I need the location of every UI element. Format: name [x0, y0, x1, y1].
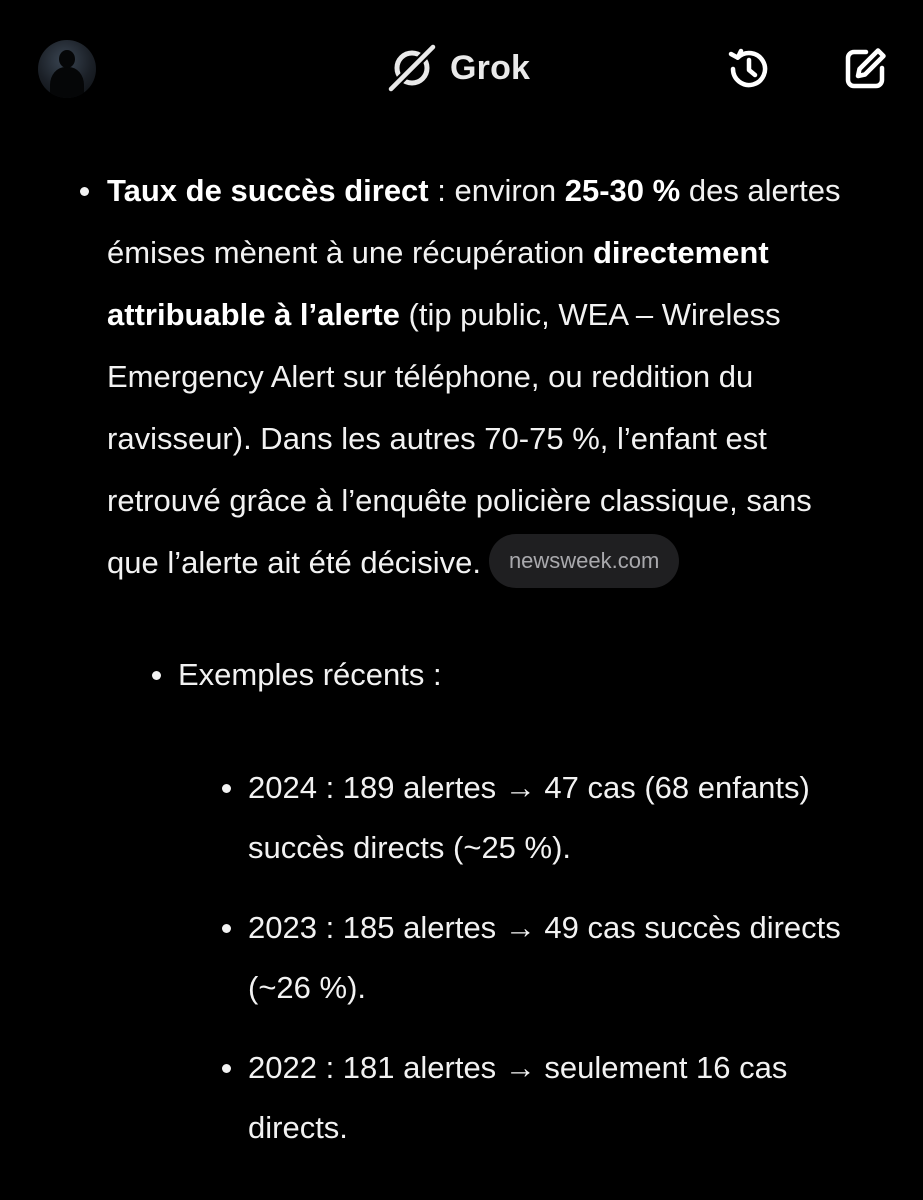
source-chip[interactable]: newsweek.com	[489, 534, 679, 588]
example-text: 2023 : 185 alertes → 49 cas succès directs (~26 %).	[248, 910, 841, 1005]
list-item	[248, 1038, 888, 1158]
user-avatar[interactable]	[38, 40, 96, 98]
examples-heading: Exemples récents :	[178, 657, 442, 692]
grok-logo-icon	[386, 42, 438, 94]
brand	[386, 42, 530, 94]
message-content	[0, 160, 923, 1158]
point-text: (tip public, WEA – Wireless Emergency Alert sur téléphone, ou reddition du ravisseur). Dans les autres 70-75 %, l’enfant est retrouvé grâce à l’enquête policière classique, sans que l’alerte ait été décisive.	[107, 297, 812, 580]
brand-name: Grok	[450, 48, 531, 87]
list-item	[248, 758, 888, 878]
point-label: Taux de succès direct	[107, 173, 429, 208]
example-text: 2022 : 181 alertes → seulement 16 cas directs.	[248, 1050, 788, 1145]
list-item	[107, 160, 867, 594]
point-value: 25-30 %	[564, 173, 681, 208]
history-button[interactable]	[722, 42, 776, 96]
list-item	[178, 644, 878, 706]
point-text: : environ	[428, 173, 565, 208]
history-icon	[722, 42, 776, 96]
avatar-silhouette-body	[50, 67, 84, 98]
example-text: 2024 : 189 alertes → 47 cas (68 enfants) succès directs (~25 %).	[248, 770, 810, 865]
point-text: des alertes émises mènent à une récupération	[107, 173, 841, 270]
new-chat-button[interactable]	[838, 42, 892, 96]
top-bar	[0, 0, 923, 135]
avatar-silhouette-head	[59, 50, 75, 68]
edit-icon	[838, 42, 892, 96]
list-item	[248, 898, 888, 1018]
point-emphasis: directement attribuable à l’alerte	[107, 235, 769, 332]
